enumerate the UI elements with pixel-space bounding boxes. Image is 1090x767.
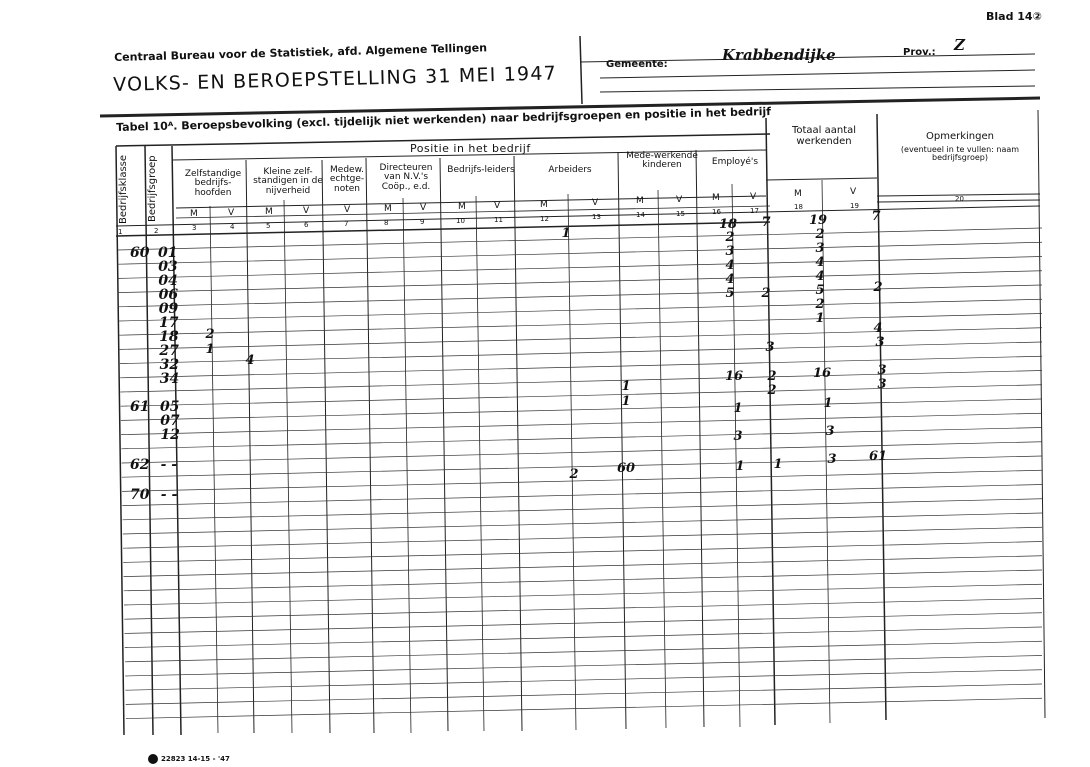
- print-code: 22823 14-15 - '47: [148, 754, 230, 764]
- entry-09-employes-m: 5: [725, 286, 735, 301]
- entry-62-totaal-m: 3: [827, 452, 837, 467]
- col11-v: V: [494, 201, 501, 211]
- row-groep: 09: [158, 301, 179, 317]
- column-number-3: 3: [192, 224, 197, 232]
- row-groep: 17: [159, 315, 179, 331]
- kleine-header: Kleine zelf-standigen in de nijverheid: [253, 167, 323, 196]
- medewerkende-header: Mede-werkende kinderen: [626, 151, 698, 171]
- entry-employes-v-total: 7: [761, 215, 771, 230]
- column-number-15: 15: [676, 210, 685, 218]
- province-value: Z: [954, 36, 965, 54]
- bedrijfsklasse-header: Bedrijfsklasse: [118, 154, 129, 224]
- col7-v: V: [344, 205, 351, 215]
- entry-34b-totaal-v: 3: [877, 377, 887, 392]
- column-number-7: 7: [344, 220, 349, 228]
- col18-m: M: [794, 189, 802, 199]
- municipality-value: Krabbendijke: [722, 46, 836, 64]
- col8-m: M: [384, 204, 392, 214]
- column-number-20: 20: [955, 195, 964, 203]
- col13-v: V: [592, 198, 599, 208]
- row-groep: - -: [160, 457, 178, 473]
- entry-employes-m-total: 18: [718, 217, 738, 232]
- arbeiders-header: Arbeiders: [548, 165, 592, 175]
- row-groep: 06: [158, 287, 179, 303]
- row-groep: 34: [159, 371, 180, 387]
- column-number-1: 1: [118, 228, 123, 236]
- entry-09-totaal-m: 5: [815, 283, 825, 298]
- municipality-label: Gemeente:: [606, 59, 668, 70]
- column-number-12: 12: [540, 215, 549, 223]
- row-groep: 03: [158, 259, 178, 275]
- entry-03-employes-m: 3: [725, 244, 735, 259]
- employes-header: Employé's: [711, 157, 759, 167]
- entry-61-employes-m: 1: [733, 401, 743, 416]
- entry-01-employes-m: 2: [725, 230, 735, 245]
- entry-04-employes-m: 4: [725, 258, 735, 273]
- bedrijfsleiders-header: Bedrijfs-leiders: [447, 165, 515, 175]
- entry-34-employes-v: 2: [767, 369, 777, 384]
- entry-totaal-m-total: 19: [808, 213, 828, 228]
- row-klasse-62: 62: [130, 457, 150, 473]
- column-number-8: 8: [384, 219, 389, 227]
- column-number-11: 11: [494, 216, 503, 224]
- col12-m: M: [540, 200, 548, 210]
- entry-04-totaal-m: 4: [815, 255, 825, 270]
- table-title: Tabel 10ᴬ. Beroepsbevolking (excl. tijdelijk niet werkenden) naar bedrijfsgroepen en positie in het bedrijf: [115, 104, 772, 134]
- row-klasse-61: 61: [130, 399, 150, 415]
- column-number-2: 2: [154, 227, 159, 235]
- col16-m: M: [712, 193, 720, 203]
- entry-27-employes-v: 3: [765, 340, 775, 355]
- entry-totaal-v-total: 7: [871, 209, 881, 224]
- entry-12-totaal-m: 3: [825, 424, 835, 439]
- entry-62-arbeiders-v: 2: [569, 467, 579, 482]
- entry-34-totaal-v: 3: [877, 363, 887, 378]
- bedrijfsgroep-header: Bedrijfsgroep: [147, 155, 158, 222]
- opmerkingen-header: Opmerkingen: [926, 131, 994, 142]
- column-number-5: 5: [266, 222, 271, 230]
- col3-m: M: [190, 209, 198, 219]
- directeuren-header: Directeuren van N.V.'s Coöp., e.d.: [379, 163, 433, 192]
- col5-m: M: [265, 207, 273, 217]
- zelfstandige-header: Zelfstandige bedrijfs-hoofden: [184, 169, 242, 198]
- entry-17-totaal-m: 2: [815, 297, 825, 312]
- column-number-17: 17: [750, 207, 759, 215]
- entry-01-totaal-m: 2: [815, 227, 825, 242]
- entry-61-totaal-m: 1: [823, 396, 833, 411]
- entry-34b-employes-v: 2: [767, 383, 777, 398]
- entry-12-employes-m: 3: [733, 429, 743, 444]
- row-klasse-70: 70: [130, 487, 150, 503]
- col15-v: V: [676, 195, 683, 205]
- entry-18-totaal-v: 4: [873, 321, 883, 336]
- entry-18-zelfstandige-m: 2: [205, 327, 215, 342]
- office-name: Centraal Bureau voor de Statistiek, afd. Algemene Tellingen: [113, 41, 488, 64]
- sheet-number: Blad 14②: [986, 10, 1042, 23]
- column-number-9: 9: [420, 218, 425, 226]
- entry-62-medewerkende-m: 60: [616, 461, 636, 476]
- entry-27-totaal-v: 3: [875, 335, 885, 350]
- entry-34-totaal-m: 16: [812, 366, 832, 381]
- entry-09-employes-v: 2: [761, 286, 771, 301]
- row-groep: 05: [160, 399, 180, 415]
- column-number-6: 6: [304, 221, 309, 229]
- row-groep: 04: [158, 273, 178, 289]
- positie-header: Positie in het bedrijf: [410, 142, 531, 155]
- entry-62-totaal-v: 61: [868, 449, 888, 464]
- entry-62-employes-v: 1: [773, 457, 783, 472]
- row-groep: 01: [158, 245, 178, 261]
- row-groep: 27: [159, 343, 179, 359]
- entry-27-kleine-v: 4: [245, 353, 255, 368]
- entry-62-employes-m: 1: [735, 459, 745, 474]
- province-label: Prov.:: [903, 47, 936, 58]
- entry-18-totaal-m: 1: [815, 311, 825, 326]
- medew-header: Medew. echtge-noten: [329, 165, 365, 194]
- totaal-header: Totaal aantal werkenden: [791, 125, 857, 147]
- entry-34-medewerkende-m: 1: [621, 379, 631, 394]
- entry-61-medewerkende-m: 1: [621, 394, 631, 409]
- column-number-14: 14: [636, 211, 645, 219]
- row-groep: - -: [160, 487, 178, 503]
- col19-v: V: [850, 187, 857, 197]
- column-number-13: 13: [592, 213, 601, 221]
- entry-arbeiders-v-total: 1: [561, 226, 571, 241]
- col17-v: V: [750, 192, 757, 202]
- entry-34-employes-m: 16: [724, 369, 744, 384]
- entry-06-totaal-m: 4: [815, 269, 825, 284]
- col6-v: V: [303, 206, 310, 216]
- entry-09-totaal-v: 2: [873, 280, 883, 295]
- column-number-4: 4: [230, 223, 235, 231]
- col9-v: V: [420, 203, 427, 213]
- row-klasse-60: 60: [130, 245, 150, 261]
- col4-v: V: [228, 208, 235, 218]
- row-groep: 12: [160, 427, 180, 443]
- row-groep: 32: [159, 357, 180, 373]
- census-title: VOLKS- EN BEROEPSTELLING 31 MEI 1947: [112, 62, 558, 96]
- column-number-18: 18: [794, 203, 803, 211]
- printer-logo-icon: [148, 754, 158, 764]
- row-groep: 07: [160, 413, 180, 429]
- row-groep: 18: [159, 329, 179, 345]
- col10-m: M: [458, 202, 466, 212]
- column-number-19: 19: [850, 202, 859, 210]
- entry-03-totaal-m: 3: [815, 241, 825, 256]
- entry-06-employes-m: 4: [725, 272, 735, 287]
- opmerkingen-subheader: (eventueel in te vullen: naam bedrijfsgroep): [900, 145, 1020, 163]
- column-number-16: 16: [712, 208, 721, 216]
- entry-27-zelfstandige-m: 1: [205, 342, 215, 357]
- column-number-10: 10: [456, 217, 465, 225]
- col14-m: M: [636, 196, 644, 206]
